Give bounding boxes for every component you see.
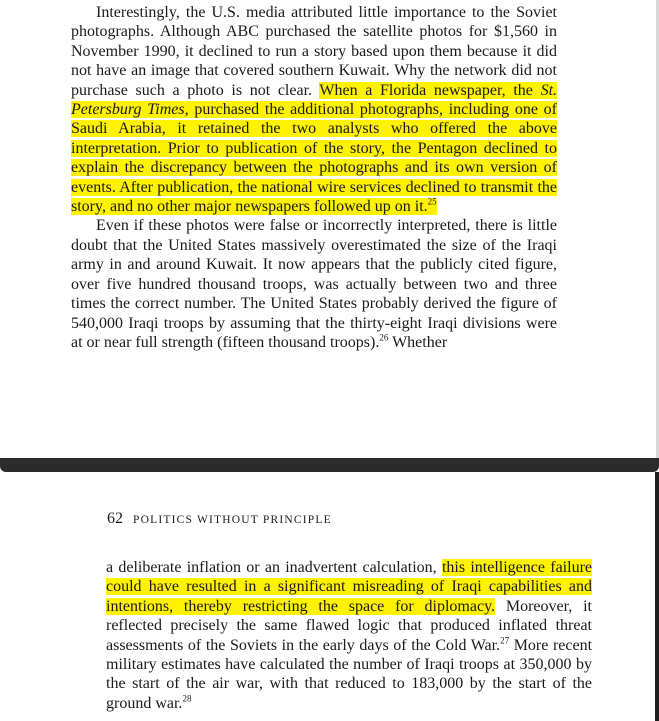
highlighted-text: When a Florida newspaper, the [319,81,533,99]
top-page-text [71,3,557,352]
page-number: 62 [107,510,123,527]
page-break-bar [0,458,659,472]
page-header [107,510,332,532]
running-title: POLITICS WITHOUT PRINCIPLE [133,514,332,526]
footnote-marker: 26 [379,332,389,343]
paragraph-text: Even if these photos were false or incorrectly interpreted, there is little doubt that the United States massively overestimated the size of the Iraqi army in and around Kuwait. It now appears that the publicly cited figure, over five hundred thousand troops, was actually between two and three times the correct number. The United States probably derived the figure of 540,000 Iraqi troops by assuming that the thirty-eight Iraqi divisions were at or near full strength (fifteen thousand troops). [71,217,557,351]
footnote-marker: 28 [182,693,192,704]
paragraph-text: Moreover, it reflected precisely the same flawed logic that produced inflated threat assessments of the Soviets in the early days of the Cold War. [106,597,593,654]
paragraph-tail: Whether [392,333,448,351]
paragraph-text: a deliberate inflation or an inadvertent calculation, [106,559,437,576]
highlighted-passage [71,82,557,215]
paragraph-text: Interestingly, the U.S. media attributed little importance to the Soviet photographs. Although ABC purchased the satellite photos for $1,560 in November 1990, it declined to run a story based upon them because it did not have an image that covered southern Kuwait. Why the network did not purchase such a photo is not clear. [71,4,557,99]
highlighted-text: purchased the additional photographs, including one of Saudi Arabia, it retained the two analysts who offered the above interpretation. Prior to publication of the story, the Pentagon declined to explain the discrepancy between the photographs and its own version of events. After publication, the national wire services declined to transmit the story, and no other major newspapers followed up on it. [71,101,558,216]
page-edge [655,472,659,721]
paragraph-text: More recent military estimates have calculated the number of Iraqi troops at 350,000 by the start of the air war, with that reduced to 183,000 by the start of the ground war. [106,636,593,712]
highlighted-passage: this intelligence failure could have resulted in a significant misreading of Iraqi capabilities and intentions, thereby restricting the space for diplomacy. [106,559,592,615]
paragraph-troop-estimate [71,216,557,352]
paragraph-soviet-photos [71,3,557,216]
footnote-marker: 27 [500,635,510,646]
footnote-marker: 25 [427,196,437,207]
newspaper-title: St. Petersburg Times, [71,81,558,119]
bottom-page-text [106,558,592,713]
paragraph-intelligence-failure [106,558,592,713]
